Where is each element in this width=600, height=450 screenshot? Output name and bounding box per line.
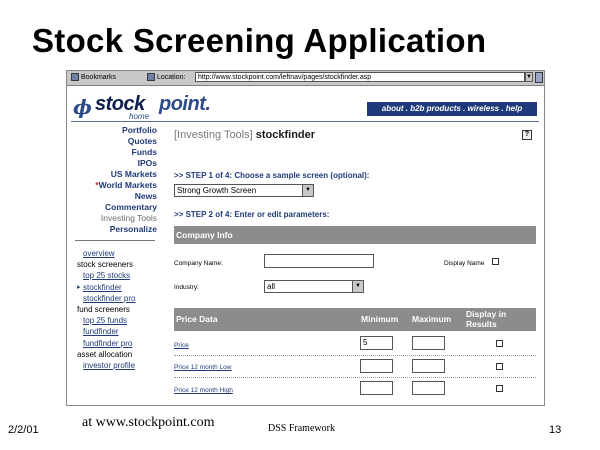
slide-title: Stock Screening Application <box>32 22 487 59</box>
price-12-month-high-max-input[interactable] <box>412 381 445 395</box>
company-name-input[interactable] <box>264 254 374 268</box>
industry-value: all <box>267 282 276 291</box>
price-min-input[interactable]: 5 <box>360 336 393 350</box>
slide-date: 2/2/01 <box>8 424 39 436</box>
nav-portfolio[interactable]: Portfolio <box>122 125 157 135</box>
nav-world-markets-label: World Markets <box>98 180 157 190</box>
row-divider <box>174 355 536 356</box>
sub-overview[interactable]: overview <box>83 249 115 258</box>
slide-page-number: 13 <box>549 424 562 436</box>
bookmarks-icon <box>71 73 79 81</box>
price-12-month-high-display-checkbox[interactable] <box>496 385 503 392</box>
bookmarks-button[interactable] <box>71 73 116 83</box>
price-data-title: Price Data <box>176 314 218 324</box>
sub-asset-allocation: asset allocation <box>77 350 133 359</box>
logo-point-text: point. <box>159 93 211 115</box>
source-note: at www.stockpoint.com <box>82 415 215 430</box>
nav-ipos[interactable]: IPOs <box>137 158 157 168</box>
chevron-down-icon: ▼ <box>302 185 313 196</box>
help-button[interactable]: ? <box>522 130 532 140</box>
company-name-label: Company Name: <box>174 260 223 267</box>
sub-stockfinder-pro[interactable]: stockfinder pro <box>83 294 136 303</box>
display-column-header: Display in Results <box>466 309 507 329</box>
row-divider <box>174 377 536 378</box>
nav-quotes[interactable]: Quotes <box>127 136 157 146</box>
maximum-column-header: Maximum <box>412 314 452 324</box>
nav-news[interactable]: News <box>134 191 157 201</box>
breadcrumb-section[interactable]: [Investing Tools] <box>174 129 253 141</box>
price-display-checkbox[interactable] <box>496 340 503 347</box>
display-name-checkbox[interactable] <box>492 258 499 265</box>
display-name-label: Display Name <box>444 260 485 267</box>
new-star-icon: * <box>95 180 99 190</box>
industry-label: Industry: <box>174 284 199 291</box>
url-dropdown-icon[interactable]: ▼ <box>526 74 532 80</box>
nav-investing-tools[interactable]: Investing Tools <box>100 213 157 223</box>
header-divider <box>71 121 539 122</box>
nav-world-markets[interactable] <box>95 180 157 190</box>
price-max-input[interactable] <box>412 336 445 350</box>
sub-fundfinder-pro[interactable]: fundfinder pro <box>83 339 133 348</box>
chevron-down-icon: ▼ <box>352 281 363 292</box>
price-12-month-low-min-input[interactable] <box>360 359 393 373</box>
location-label <box>147 73 185 83</box>
step-2-label: >> STEP 2 of 4: Enter or edit parameters: <box>174 210 330 219</box>
slide-footer-center: DSS Framework <box>268 423 335 434</box>
location-text: Location: <box>157 74 186 81</box>
sub-top-25-stocks[interactable]: top 25 stocks <box>83 271 131 280</box>
price-data-header <box>174 308 536 331</box>
sample-screen-select[interactable] <box>174 184 314 197</box>
sub-fund-screeners: fund screeners <box>77 305 130 314</box>
price-12-month-low-display-checkbox[interactable] <box>496 363 503 370</box>
bookmarks-label: Bookmarks <box>81 74 117 81</box>
main-content <box>174 125 539 406</box>
browser-toolbar <box>67 71 544 86</box>
current-page-arrow-icon: ▸ <box>77 284 81 291</box>
price-12-month-low-max-input[interactable] <box>412 359 445 373</box>
step-1-label: >> STEP 1 of 4: Choose a sample screen (optional): <box>174 171 370 180</box>
nav-commentary[interactable]: Commentary <box>105 202 157 212</box>
netscape-throbber-icon <box>535 72 543 83</box>
logo-swirl-icon: ϕ <box>73 95 92 119</box>
left-nav-divider <box>75 240 155 241</box>
minimum-column-header: Minimum <box>361 314 399 324</box>
breadcrumb <box>174 129 315 141</box>
price-row-label[interactable]: Price <box>174 342 189 349</box>
nav-funds[interactable]: Funds <box>131 147 157 157</box>
nav-personalize[interactable]: Personalize <box>109 224 157 234</box>
sub-top-25-funds[interactable]: top 25 funds <box>83 316 128 325</box>
price-12-month-high-label[interactable]: Price 12 month High <box>174 387 233 394</box>
page-title: stockfinder <box>255 129 316 141</box>
sample-screen-value: Strong Growth Screen <box>177 186 257 195</box>
logo-stock-text: stock <box>95 93 145 115</box>
sub-stockfinder[interactable]: stockfinder <box>83 283 122 292</box>
stockpoint-logo[interactable] <box>71 91 246 119</box>
industry-select[interactable] <box>264 280 364 293</box>
price-12-month-high-min-input[interactable] <box>360 381 393 395</box>
price-12-month-low-label[interactable]: Price 12 month Low <box>174 364 232 371</box>
logo-home-link[interactable]: home <box>129 112 150 121</box>
top-nav-links[interactable]: about . b2b products . wireless . help <box>367 102 537 116</box>
sub-fundfinder[interactable]: fundfinder <box>83 327 119 336</box>
sub-stock-screeners: stock screeners <box>77 260 134 269</box>
nav-us-markets[interactable]: US Markets <box>110 169 157 179</box>
company-info-header: Company Info <box>174 226 536 244</box>
sub-investor-profile[interactable]: investor profile <box>83 361 136 370</box>
browser-screenshot <box>66 70 545 406</box>
url-field[interactable]: http://www.stockpoint.com/leftnav/pages/stockfinder.asp <box>195 72 525 82</box>
location-icon <box>147 73 155 81</box>
